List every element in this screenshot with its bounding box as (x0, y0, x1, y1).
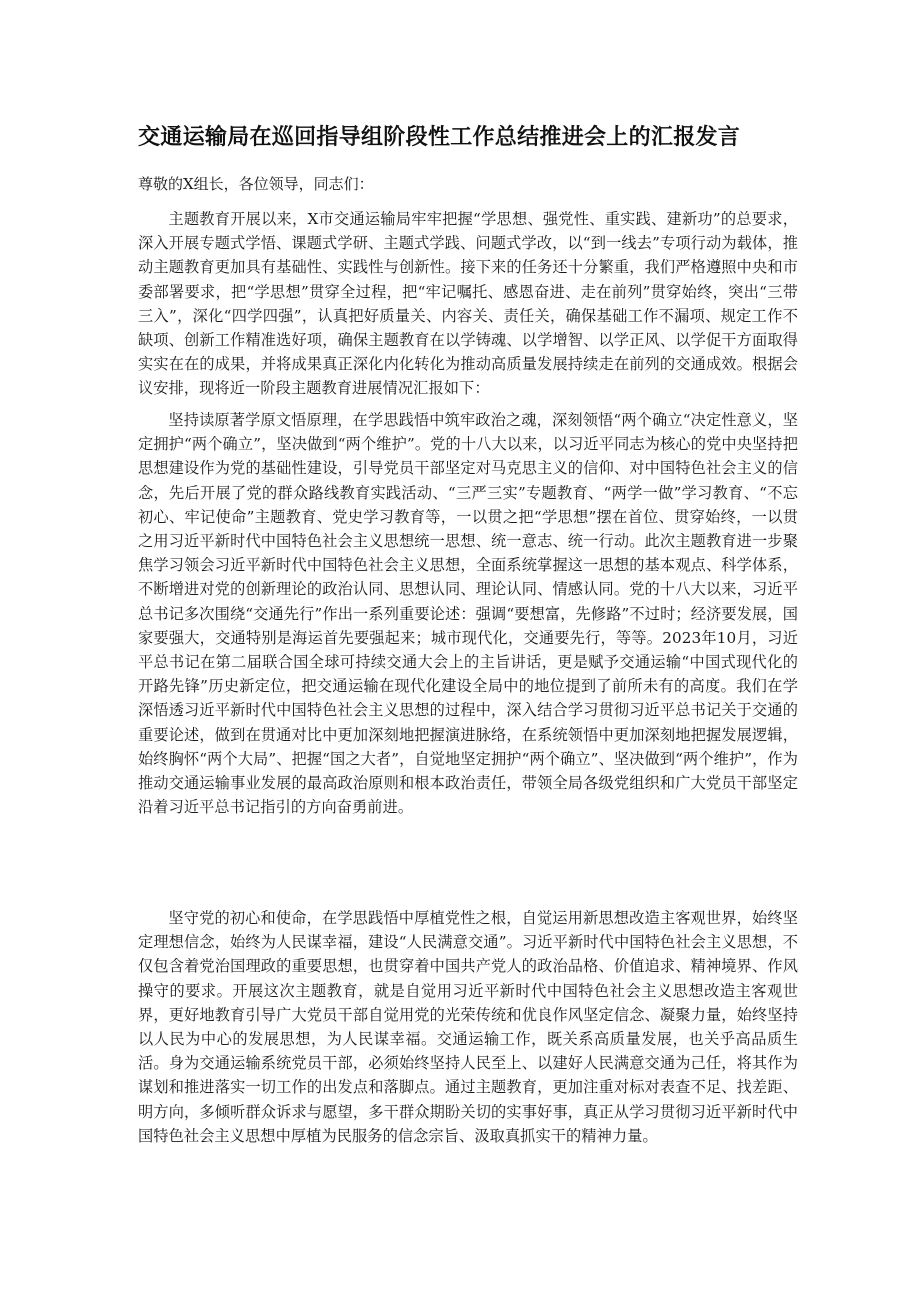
document-title: 交通运输局在巡回指导组阶段性工作总结推进会上的汇报发言 (138, 125, 741, 150)
salutation: 尊敬的X组长，各位领导，同志们： (138, 175, 374, 193)
paragraph-party-spirit: 坚守党的初心和使命，在学思践悟中厚植党性之根，自觉运用新思想改造主客观世界，始终坚定理想信念，始终为人民谋幸福，建设“人民满意交通”。习近平新时代中国特色社会主义思想，不仅包含着党治国理政的重要思想，也贯穿着中国共产党人的政治品格、价值追求、精神境界、作风操守的要求。开展这次主题教育，就是自觉用习近平新时代中国特色社会主义思想改造主客观世界，更好地教育引导广大党员干部自觉用党的光荣传统和优良作风坚定信念、凝聚力量，始终坚持以人民为中心的发展思想，为人民谋幸福。交通运输工作，既关系高质量发展，也关乎高品质生活。身为交通运输系统党员干部，必须始终坚持人民至上、以建好人民满意交通为己任，将其作为谋划和推进落实一切工作的出发点和落脚点。通过主题教育，更加注重对标对表查不足、找差距、明方向，多倾听群众诉求与愿望，多干群众期盼关切的实事好事，真正从学习贯彻习近平新时代中国特色社会主义思想中厚植为民服务的信念宗旨、汲取真抓实干的精神力量。 (138, 909, 798, 1145)
paragraph-political-soul: 坚持读原著学原文悟原理，在学思践悟中筑牢政治之魂，深刻领悟“两个确立“决定性意义，坚定拥护“两个确立”，坚决做到“两个维护”。党的十八大以来，以习近平同志为核心的党中央坚持把思想建设作为党的基础性建设，引导党员干部坚定对马克思主义的信仰、对中国特色社会主义的信念，先后开展了党的群众路线教育实践活动、“三严三实”专题教育、“两学一做”学习教育、“不忘初心、牢记使命”主题教育、党史学习教育等，一以贯之把“学思想”摆在首位、贯穿始终，一以贯之用习近平新时代中国特色社会主义思想统一思想、统一意志、统一行动。此次主题教育进一步聚焦学习领会习近平新时代中国特色社会主义思想，全面系统掌握这一思想的基本观点、科学体系，不断增进对党的创新理论的政治认同、思想认同、理论认同、情感认同。党的十八大以来，习近平总书记多次围绕“交通先行”作出一系列重要论述：强调“要想富，先修路”不过时；经济要发展，国家要强大，交通特别是海运首先要强起来；城市现代化，交通要先行，等等。2023年10月，习近平总书记在第二届联合国全球可持续交通大会上的主旨讲话，更是赋予交通运输“中国式现代化的开路先锋”历史新定位，把交通运输在现代化建设全局中的地位提到了前所未有的高度。我们在学深悟透习近平新时代中国特色社会主义思想的过程中，深入结合学习贯彻习近平总书记关于交通的重要论述，做到在贯通对比中更加深刻地把握演进脉络，在系统领悟中更加深刻地把握发展逻辑，始终胸怀“两个大局”、把握“国之大者”，自觉地坚定拥护“两个确立”、坚决做到“两个维护”，作为推动交通运输事业发展的最高政治原则和根本政治责任，带领全局各级党组织和广大党员干部坚定沿着习近平总书记指引的方向奋勇前进。 (138, 411, 798, 817)
paragraph-intro: 主题教育开展以来，X市交通运输局牢牢把握“学思想、强党性、重实践、建新功”的总要求，深入开展专题式学悟、课题式学研、主题式学践、问题式学改，以“到一线去”专项行动为载体，推动主题教育更加具有基础性、实践性与创新性。接下来的任务还十分繁重，我们严格遵照中央和市委部署要求，把“学思想”贯穿全过程，把“牢记嘱托、感恩奋进、走在前列”贯穿始终，突出“三带三入”，深化“四学四强”，认真把好质量关、内容关、责任关，确保基础工作不漏项、规定工作不缺项、创新工作精准选好项，确保主题教育在以学铸魂、以学增智、以学正风、以学促干方面取得实实在在的成果，并将成果真正深化内化转化为推动高质量发展持续走在前列的交通成效。根据会议安排，现将近一阶段主题教育进展情况汇报如下： (138, 210, 798, 398)
